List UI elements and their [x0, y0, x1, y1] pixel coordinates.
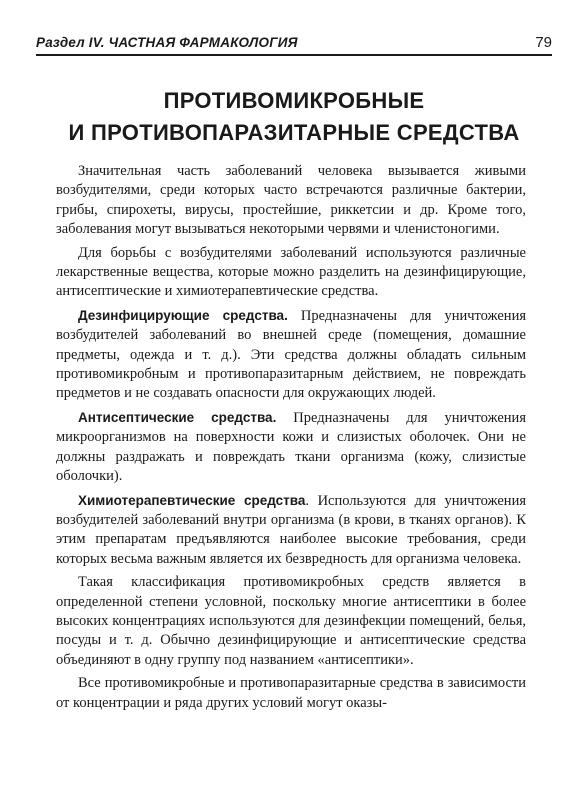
chapter-title-line-1: ПРОТИВОМИКРОБНЫЕ: [163, 88, 425, 113]
paragraph: [56, 162, 526, 240]
term-heading: Дезинфицирующие средства.: [78, 307, 288, 323]
term-heading: Антисептические средства.: [78, 409, 277, 425]
paragraph-text: . Используются для уничтожения возбудителей заболеваний внутри организма (в крови, в тканях органов). К этим препаратам предъявляются наиболее высокие требования, среди которых весьма важным является их безвредность для организма человека.: [56, 492, 526, 567]
paragraph: [56, 491, 526, 570]
paragraph-text: Предназначены для уничтожения микроорганизмов на поверхности кожи и слизистых оболочек. Они не должны раздражать и повреждать ткани организма (кожу, слизистые оболочки).: [56, 409, 526, 485]
paragraph-text: Такая классификация противомикробных средств является в определенной степени условной, поскольку многие антисептики в более высоких концентрациях используются для дезинфекции помещений, белья, посуды и т. д. Обычно дезинфицирующие и антисептические средства объединяют в одну группу под названием «антисептики».: [56, 574, 526, 668]
section-label: Раздел IV.: [36, 35, 105, 50]
section-title: ЧАСТНАЯ ФАРМАКОЛОГИЯ: [108, 35, 298, 50]
paragraph-text: Для борьбы с возбудителями заболеваний используются различные лекарственные вещества, которые можно разделить на дезинфицирующие, антисептические и химиотерапевтические средства.: [56, 244, 526, 300]
page-number: 79: [535, 34, 552, 51]
paragraph-text: Все противомикробные и противопаразитарные средства в зависимости от концентрации и ряда других условий могут оказы-: [56, 675, 526, 711]
paragraph: [56, 408, 526, 487]
running-header-section: [36, 35, 298, 50]
paragraph: [56, 306, 526, 404]
paragraph: [56, 674, 526, 713]
paragraph-text: Значительная часть заболеваний человека вызывается живыми возбудителями, среди которых часто встречаются различные бактерии, грибы, спирохеты, вирусы, простейшие, риккетсии и др. Кроме того, заболевания могут вызываться некоторыми червями и членистоногими.: [56, 163, 526, 238]
term-heading: Химиотерапевтические средства: [78, 492, 306, 508]
paragraph: [56, 244, 526, 302]
chapter-title: [36, 85, 552, 149]
body-text: [56, 162, 526, 717]
paragraph: [56, 573, 526, 670]
running-header: [36, 32, 552, 56]
chapter-title-line-2: И ПРОТИВОПАРАЗИТАРНЫЕ СРЕДСТВА: [68, 120, 520, 145]
paragraph-text: Предназначены для уничтожения возбудителей заболеваний во внешней среде (помещения, домашние предметы, одежда и т. д.). Эти средства должны обладать сильным противомикробным и противопаразитарным действием, не повреждать предметов и не создавать опасности для окружающих людей.: [56, 307, 526, 402]
